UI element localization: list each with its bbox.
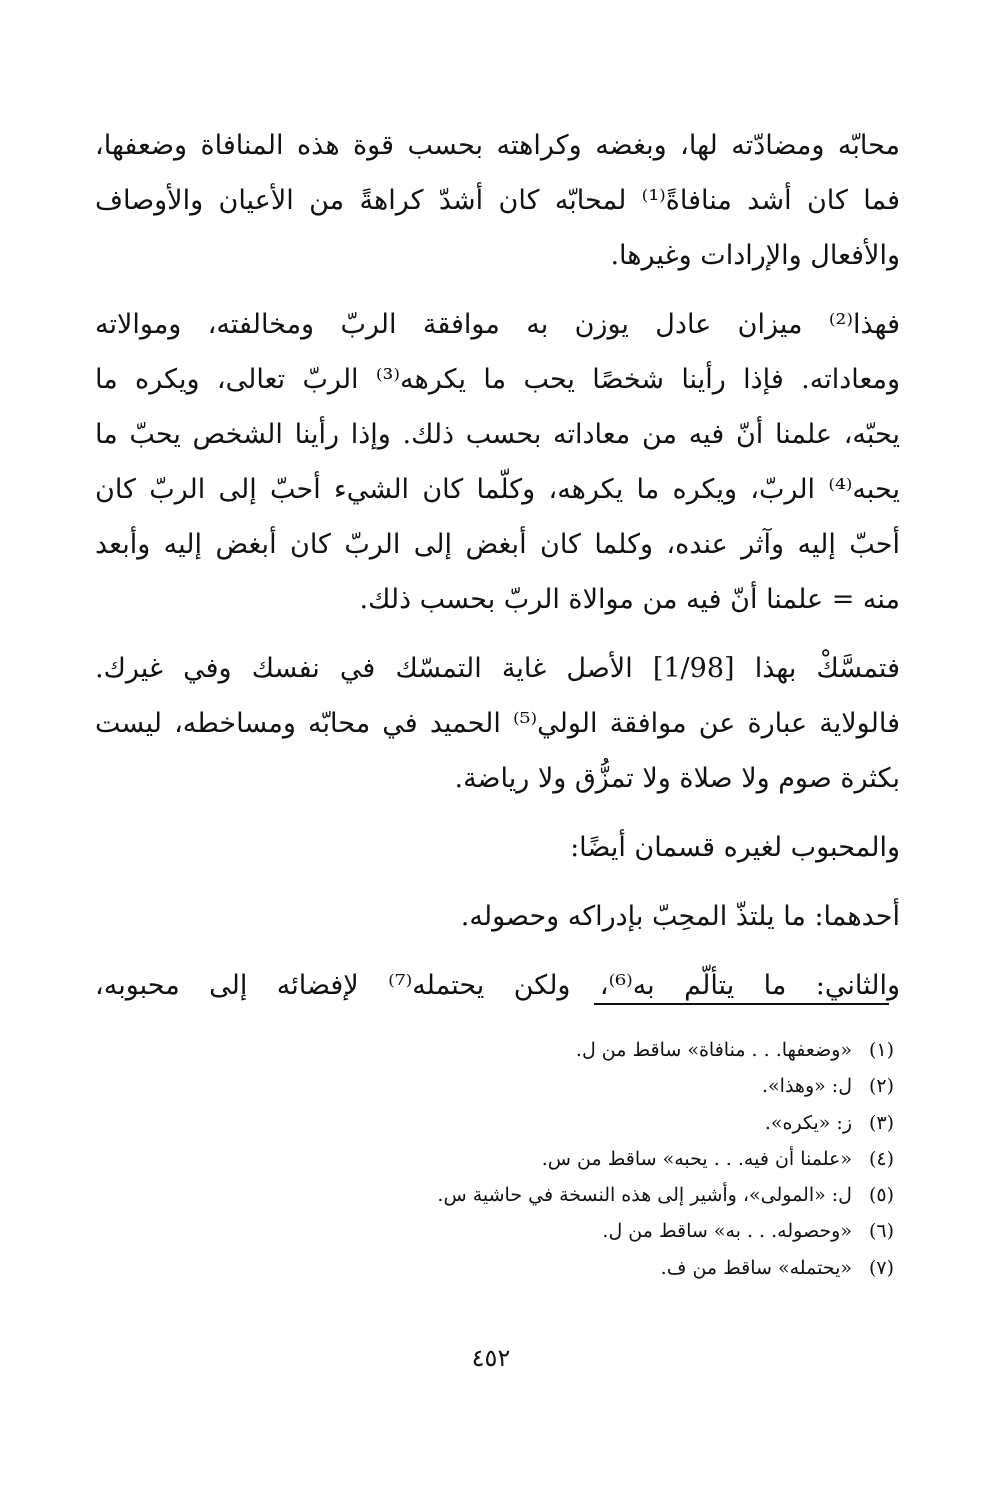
footnote-number: (١) (868, 1039, 894, 1061)
text-line: يحبّه، علمنا أنّ فيه من معاداته بحسب ذلك. وإذا رأينا الشخص يحبّ ما (95, 419, 900, 450)
text-line: فما كان أشد منافاةً⁽¹⁾ لمحابّه كان أشدّ كراهةً من الأعيان والأوصاف (95, 185, 900, 216)
footnote-2 (114, 1068, 894, 1104)
footnote-number: (٧) (868, 1256, 894, 1279)
footnote-text: ل: «المولى»، وأشير إلى هذه النسخة في حاشية س. (437, 1184, 852, 1207)
footnote-text: ل: «وهذا». (762, 1075, 852, 1098)
paragraph-gap (95, 627, 900, 641)
footnote-text: «وحصوله. . . به» ساقط من ل. (602, 1220, 852, 1243)
footnote-number: (٦) (868, 1220, 894, 1243)
paragraph-6: والثاني: ما يتألّم به⁽⁶⁾، ولكن يحتمله⁽⁷⁾ لإفضائه إلى محبوبه، (95, 970, 900, 1001)
footnote-number: (٤) (868, 1147, 894, 1170)
footnote-text: «علمنا أن فيه. . . يحبه» ساقط من س. (541, 1147, 852, 1170)
paragraph-gap (95, 944, 900, 958)
text-line: أحبّ إليه وآثر عنده، وكلما كان أبغض إلى الربّ كان أبغض إليه وأبعد (95, 529, 900, 560)
paragraph-gap (95, 283, 900, 297)
paragraph-3 (95, 641, 900, 806)
main-text (95, 118, 900, 1013)
footnote-6 (114, 1213, 894, 1249)
footnote-5 (114, 1177, 894, 1213)
text-line: يحبه⁽⁴⁾ الربّ، ويكره ما يكرهه، وكلّما كان الشيء أحبّ إلى الربّ كان (95, 474, 900, 505)
text-line: منه = علمنا أنّ فيه من موالاة الربّ بحسب ذلك. (359, 584, 900, 615)
text-line: محابّه ومضادّته لها، وبغضه وكراهته بحسب قوة هذه المنافاة وضعفها، (95, 130, 900, 161)
footnote-text: «وضعفها. . . منافاة» ساقط من ل. (575, 1039, 852, 1061)
text-line: بكثرة صوم ولا صلاة ولا تمزُّق ولا رياضة. (454, 763, 900, 794)
paragraph-4: والمحبوب لغيره قسمان أيضًا: (570, 832, 900, 863)
footnote-number: (٥) (868, 1184, 894, 1207)
footnote-divider (594, 1003, 889, 1005)
footnote-3 (114, 1105, 894, 1141)
text-line: ومعاداته. فإذا رأينا شخصًا يحب ما يكرهه⁽³⁾ الربّ تعالى، ويكره ما (95, 364, 900, 395)
paragraph-2 (95, 297, 900, 627)
footnote-text: «يحتمله» ساقط من ف. (660, 1256, 852, 1279)
text-line: والأفعال والإرادات وغيرها. (610, 240, 900, 271)
footnote-4 (114, 1141, 894, 1177)
paragraph-gap (95, 806, 900, 820)
footnote-text: ز: «يكره». (764, 1111, 852, 1134)
text-line: فالولاية عبارة عن موافقة الولي⁽⁵⁾ الحميد في محابّه ومساخطه، ليست (95, 708, 900, 739)
paragraph-1 (95, 118, 900, 283)
footnote-number: (٢) (868, 1075, 894, 1098)
footnotes (114, 1032, 894, 1286)
footnote-1 (114, 1032, 894, 1068)
page-number: ٤٥٢ (471, 1344, 511, 1372)
footnote-7 (114, 1250, 894, 1286)
text-line: فتمسَّكْ بهذا [1/98] الأصل غاية التمسّك في نفسك وفي غيرك. (95, 653, 900, 684)
paragraph-5: أحدهما: ما يلتذّ المحِبّ بإدراكه وحصوله. (460, 901, 900, 932)
footnote-number: (٣) (868, 1111, 894, 1134)
paragraph-gap (95, 875, 900, 889)
text-line: فهذا⁽²⁾ ميزان عادل يوزن به موافقة الربّ ومخالفته، وموالاته (95, 309, 900, 340)
